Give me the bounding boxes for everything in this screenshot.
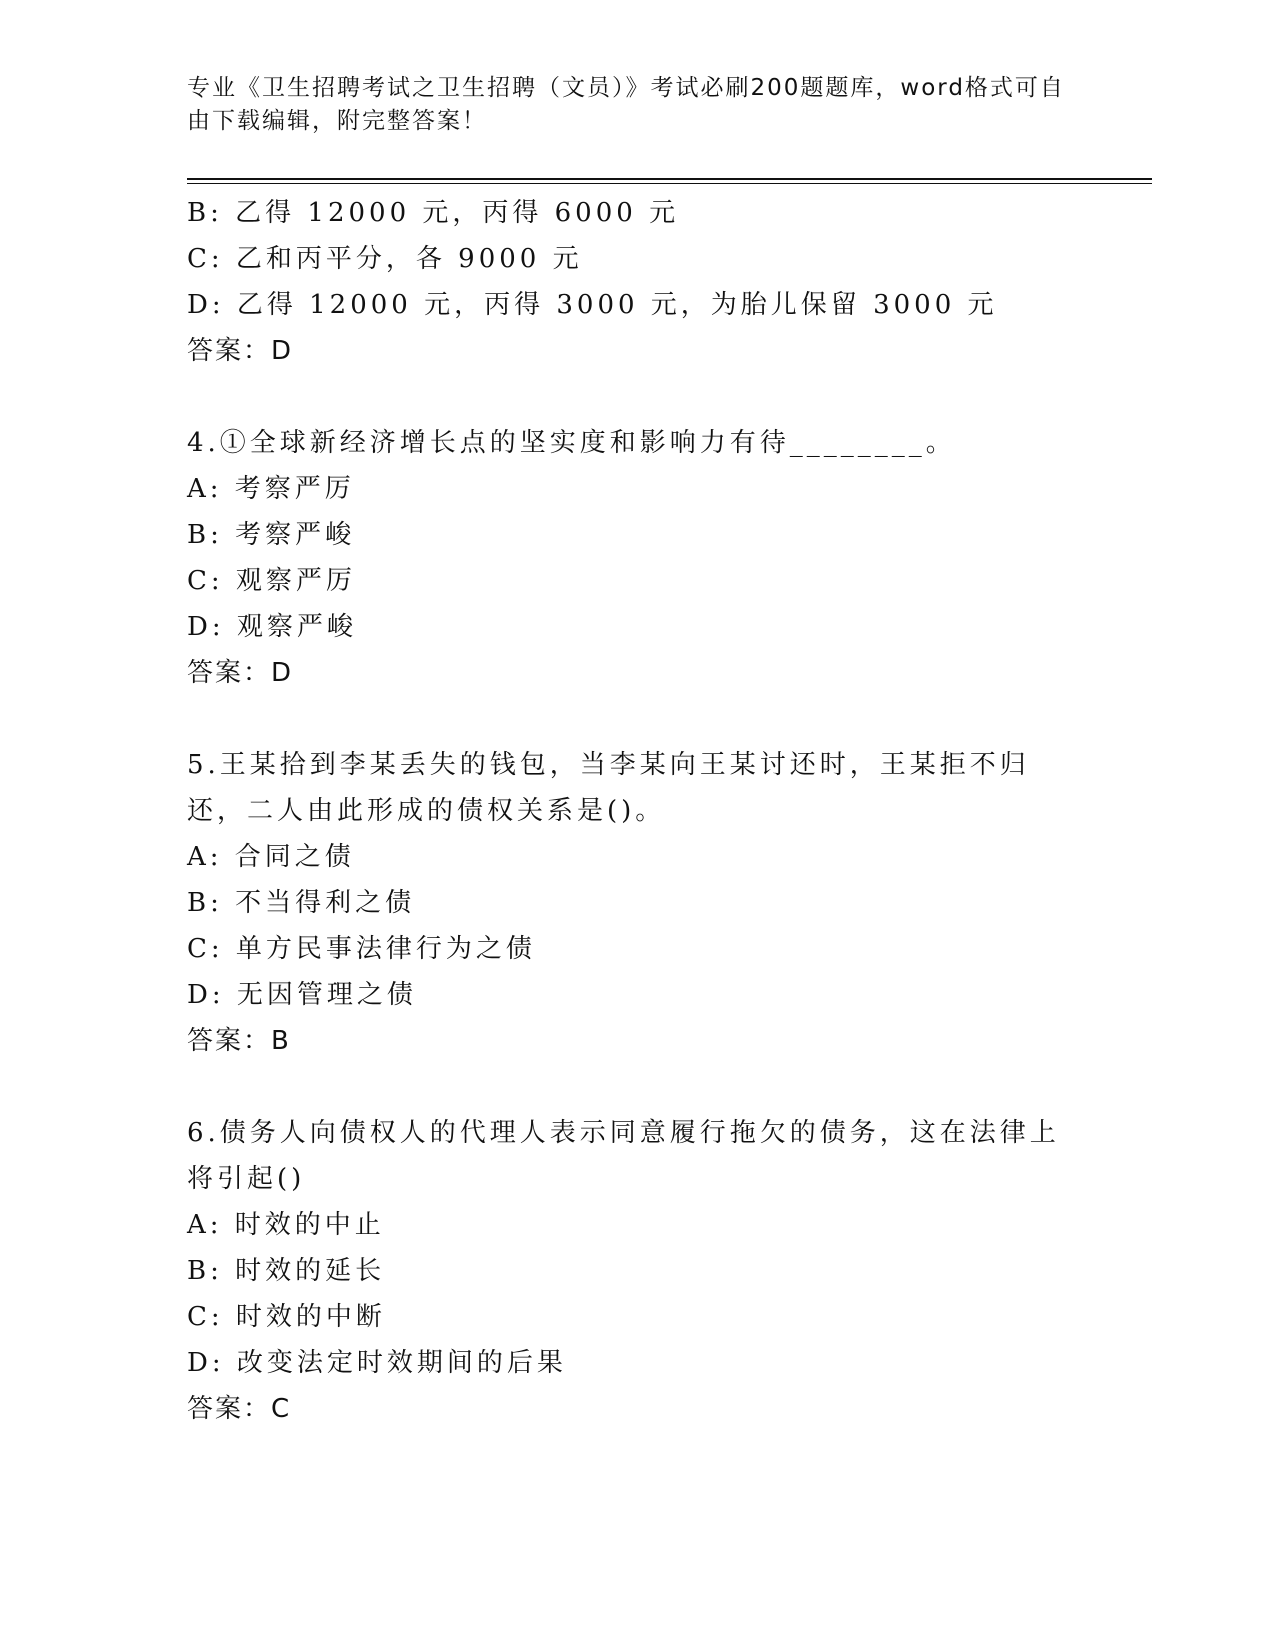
option-b: B: 时效的延长 [187, 1256, 386, 1286]
header-rule-thin [187, 183, 1152, 184]
option-d: D: 乙得 12000 元，丙得 3000 元，为胎儿保留 3000 元 [187, 290, 998, 320]
option-a: A: 时效的中止 [187, 1210, 385, 1240]
spacer [187, 1064, 1067, 1110]
question-3-continued [187, 190, 1067, 374]
option-c: C: 观察严厉 [187, 566, 356, 596]
option-a: A: 考察严厉 [187, 474, 355, 504]
spacer [187, 374, 1067, 420]
question-stem: 6.债务人向债权人的代理人表示同意履行拖欠的债务，这在法律上将引起() [187, 1118, 1060, 1194]
question-5 [187, 742, 1067, 1064]
answer: 答案：C [187, 1394, 292, 1424]
question-stem: 5.王某拾到李某丢失的钱包，当李某向王某讨还时，王某拒不归还，二人由此形成的债权关系是()。 [187, 750, 1030, 826]
answer: 答案：D [187, 658, 294, 688]
option-d: D: 改变法定时效期间的后果 [187, 1348, 567, 1378]
question-6 [187, 1110, 1067, 1432]
option-b: B: 考察严峻 [187, 520, 356, 550]
document-header: 专业《卫生招聘考试之卫生招聘（文员）》考试必刷200题题库，word格式可自由下载编辑，附完整答案！ [187, 75, 1065, 134]
answer: 答案：B [187, 1026, 291, 1056]
answer: 答案：D [187, 336, 294, 366]
question-4 [187, 420, 1067, 696]
option-d: D: 观察严峻 [187, 612, 357, 642]
option-d: D: 无因管理之债 [187, 980, 417, 1010]
question-stem: 4.①全球新经济增长点的坚实度和影响力有待________。 [187, 428, 956, 458]
question-list [187, 190, 1067, 1432]
option-c: C: 单方民事法律行为之债 [187, 934, 536, 964]
option-b: B: 乙得 12000 元，丙得 6000 元 [187, 198, 680, 228]
option-c: C: 时效的中断 [187, 1302, 386, 1332]
option-a: A: 合同之债 [187, 842, 355, 872]
spacer [187, 696, 1067, 742]
option-b: B: 不当得利之债 [187, 888, 416, 918]
header-rule-thick [187, 178, 1152, 180]
option-c: C: 乙和丙平分，各 9000 元 [187, 244, 583, 274]
